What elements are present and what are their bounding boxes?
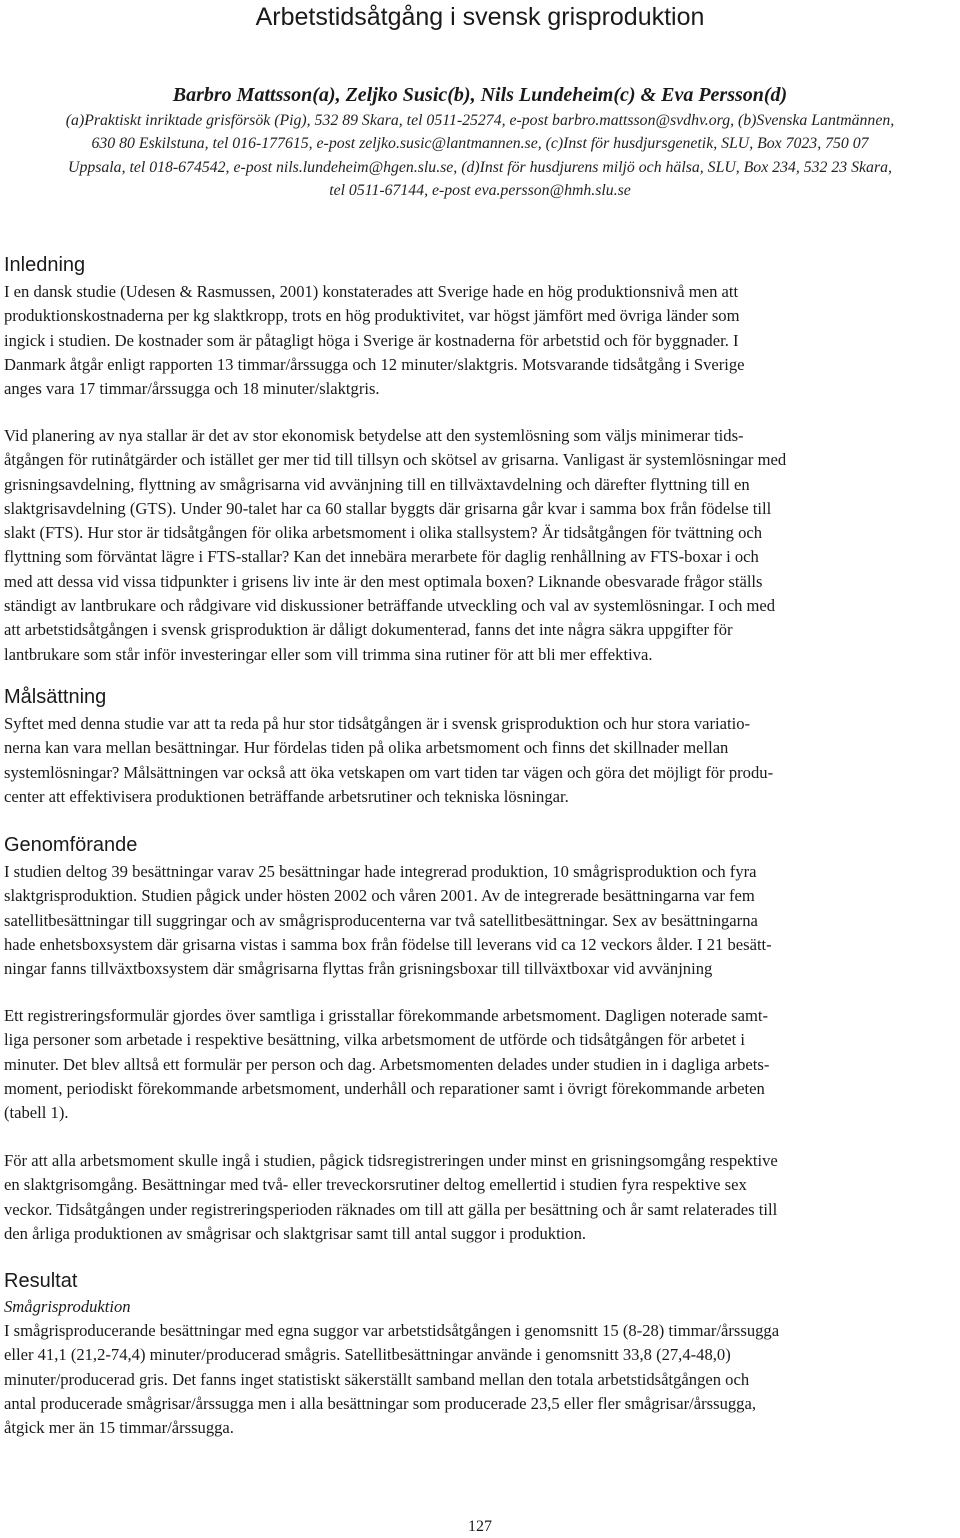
text-line: flyttning som förväntat lägre i FTS-stallar? Kan det innebära merarbete för daglig renhållning av FTS-boxar i och [4, 547, 759, 567]
text-line: grisningsavdelning, flyttning av smågrisarna vid avvänjning till en tillväxtavdelning och därefter flyttning till en [4, 474, 750, 494]
text-line: Danmark åtgår enligt rapporten 13 timmar/årssugga och 12 minuter/slaktgris. Motsvarande tidsåtgång i Sverige [4, 354, 745, 374]
text-line: I studien deltog 39 besättningar varav 25 besättningar hade integrerad produktion, 10 smågrisproduktion och fyra [4, 862, 757, 881]
text-line: Vid planering av nya stallar är det av stor ekonomisk betydelse att den systemlösning som väljs minimerar tids- [4, 426, 744, 445]
paragraph [4, 860, 960, 981]
text-line: ständigt av lantbrukare och rådgivare vid diskussioner beträffande utveckling och val av systemlösningar. I och med [4, 596, 776, 616]
text-line: satellitbesättningar till suggringar och av smågrisproducenterna var två satellitbesättningar. Sex av besättningarna [4, 910, 758, 930]
text-line: nerna kan vara mellan besättningar. Hur fördelas tiden på olika arbetsmoment och finns det skillnader mellan [4, 738, 729, 758]
text-line: veckor. Tidsåtgången under registreringsperioden räknades om till att gälla per besättning och år samt relaterades till [4, 1199, 778, 1219]
text-line: minuter/producerad gris. Det fanns inget statistiskt säkerställt samband mellan den totala arbetstidsåtgången och [4, 1369, 750, 1389]
text-line: hade enhetsboxsystem där grisarna vistas i samma box från födelse till leverans vid ca 12 veckors ålder. I 21 besätt- [4, 934, 772, 954]
paragraph [4, 280, 960, 401]
text-line: att arbetstidsåtgången i svensk grisproduktion är dåligt dokumenterad, fanns det inte några säkra uppgifter för [4, 620, 733, 640]
author-list: Barbro Mattsson(a), Zeljko Susic(b), Nils Lundeheim(c) & Eva Persson(d) [172, 84, 788, 106]
paragraph [4, 1004, 960, 1125]
text-line: eller 41,1 (21,2-74,4) minuter/producerad smågris. Satellitbesättningar använde i genomsnitt 33,8 (27,4-48,0) [4, 1345, 731, 1365]
text-line: systemlösningar? Målsättningen var också att öka vetskapen om vart tiden tar vägen och göra det möjligt för produ- [4, 762, 774, 782]
text-line: produktionskostnaderna per kg slaktkropp, trots en hög produktivitet, var högst jämfört med övriga länder som [4, 306, 740, 326]
paragraph [4, 712, 960, 809]
text-line: slaktgrisproduktion. Studien pågick under hösten 2002 och våren 2001. Av de integrerade besättningarna var fem [4, 886, 755, 906]
paragraph [4, 1149, 960, 1246]
text-line: en slaktgrisomgång. Besättningar med två- eller treveckorsrutiner deltog emellertid i studien fyra respektive sex [4, 1175, 747, 1195]
subsection-heading: Smågrisproduktion [4, 1297, 131, 1316]
section-heading-inledning: Inledning [4, 254, 86, 276]
text-line: slakt (FTS). Hur stor är tidsåtgången för olika arbetsmoment i olika stallsystem? Är tidsåtgången för tvättning och [4, 523, 763, 543]
text-line: liga personer som arbetade i respektive besättning, vilka arbetsmoment de utförde och tidsåtgången för arbetet i [4, 1030, 745, 1050]
affiliation-line: 630 80 Eskilstuna, tel 016-177615, e-post zeljko.susic@lantmannen.se, (c)Inst för husdjursgenetik, SLU, Box 7023, 750 07 [91, 135, 869, 153]
text-line: slaktgrisavdelning (GTS). Under 90-talet har ca 60 stallar byggts där grisarna går kvar i samma box från födelse till [4, 498, 772, 518]
text-line: antal producerade smågrisar/årssugga men i alla besättningar som producerade 23,5 eller fler smågrisar/årssugga, [4, 1393, 756, 1413]
paragraph [4, 1319, 960, 1440]
text-line: För att alla arbetsmoment skulle ingå i studien, pågick tidsregistreringen under minst en grisningsomgång respektive [4, 1151, 778, 1170]
affiliation-line: (a)Praktiskt inriktade grisförsök (Pig), 532 89 Skara, tel 0511-25274, e-post barbro.mattsson@svdhv.org, (b)Svenska Lantmännen, [65, 112, 895, 129]
paper-title: Arbetstidsåtgång i svensk grisproduktion [255, 3, 705, 31]
text-line: minuter. Det blev alltså ett formulär per person och dag. Arbetsmomenten delades under studien in i dagliga arbets- [4, 1054, 770, 1074]
text-line: åtgången för rutinåtgärder och istället ger mer tid till tillsyn och skötsel av grisarna. Vanligast är systemlösningar med [4, 450, 787, 470]
section-heading-resultat: Resultat [4, 1270, 78, 1292]
text-line: ingick i studien. De kostnader som är påtagligt höga i Sverige är kostnaderna för arbetstid och för byggnader. I [4, 330, 739, 350]
affiliation-line: tel 0511-67144, e-post eva.persson@hmh.slu.se [329, 182, 631, 200]
text-line: lantbrukare som står inför investeringar eller som vill trimma sina rutiner för att bli mer effektiva. [4, 644, 653, 664]
text-line: I smågrisproducerande besättningar med egna suggor var arbetstidsåtgången i genomsnitt 15 (8-28) timmar/årssugga [4, 1321, 780, 1340]
text-line: med att dessa vid vissa tidpunkter i grisens liv inte är den mest optimala boxen? Liknande obesvarade frågor ställs [4, 571, 763, 591]
text-line: anges vara 17 timmar/årssugga och 18 minuter/slaktgris. [4, 379, 380, 399]
text-line: Ett registreringsformulär gjordes över samtliga i grisstallar förekommande arbetsmoment. Dagligen noterade samt- [4, 1006, 769, 1025]
text-line: den årliga produktionen av smågrisar och slaktgrisar samt till antal suggor i produktion. [4, 1223, 587, 1243]
page-number: 127 [468, 1518, 492, 1535]
affiliations [0, 109, 960, 203]
text-line: åtgick mer än 15 timmar/årssugga. [4, 1418, 234, 1438]
paragraph [4, 424, 960, 667]
text-line: moment, periodiskt förekommande arbetsmoment, underhåll och reparationer samt i övrigt förekommande arbeten [4, 1078, 765, 1098]
text-line: ningar fanns tillväxtboxsystem där smågrisarna flyttas från grisningsboxar till tillväxtboxar vid avvänjning [4, 959, 713, 979]
text-line: (tabell 1). [4, 1103, 69, 1123]
section-heading-genomforande: Genomförande [4, 834, 138, 856]
affiliation-line: Uppsala, tel 018-674542, e-post nils.lundeheim@hgen.slu.se, (d)Inst för husdjurens miljö och hälsa, SLU, Box 234, 532 23 Skara, [68, 158, 892, 176]
text-line: Syftet med denna studie var att ta reda på hur stor tidsåtgången är i svensk grisproduktion och hur stora variatio- [4, 714, 751, 733]
section-heading-malsattning: Målsättning [4, 686, 107, 708]
text-line: center att effektivisera produktionen beträffande arbetsrutiner och tekniska lösningar. [4, 786, 569, 806]
text-line: I en dansk studie (Udesen & Rasmussen, 2001) konstaterades att Sverige hade en hög produktionsnivå men att [4, 282, 739, 301]
